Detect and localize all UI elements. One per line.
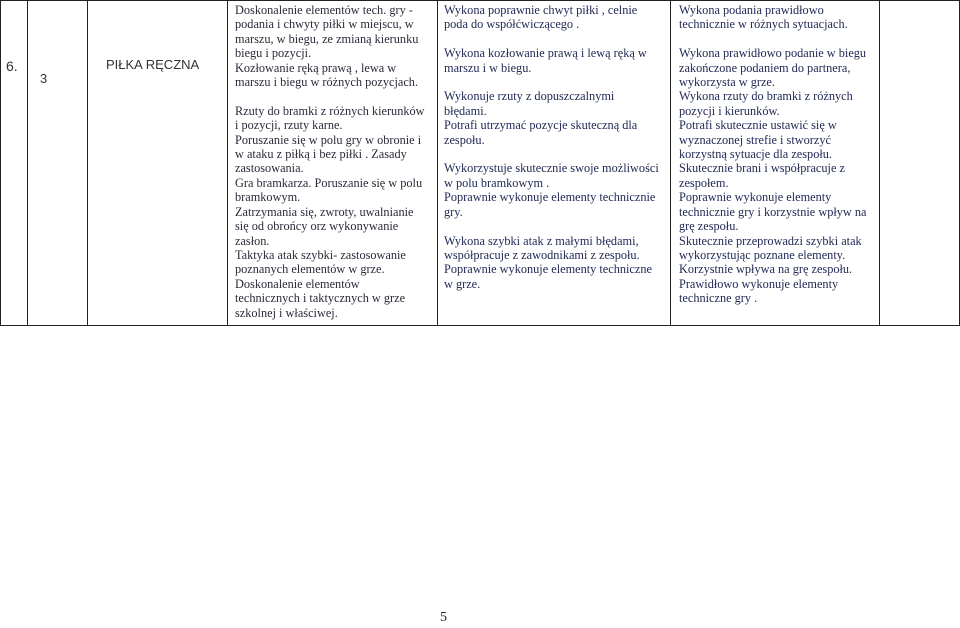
basic-line: Wykorzystuje skutecznie swoje możliwości: [444, 161, 659, 176]
content-line: poznanych elementów w grze.: [235, 262, 385, 277]
basic-line: marszu i w biegu.: [444, 60, 532, 75]
content-line: Taktyka atak szybki- zastosowanie: [235, 247, 406, 262]
basic-line: Poprawnie wykonuje elementy technicznie: [444, 190, 656, 205]
content-line: marszu i biegu w różnych pozycjach.: [235, 75, 419, 90]
row-number: 6.: [6, 58, 18, 74]
basic-line: [444, 219, 670, 233]
extended-line: korzystną sytuacje dla zespołu.: [679, 147, 832, 162]
subject-cell: [88, 1, 228, 326]
basic-line: Potrafi utrzymać pozycje skuteczną dla: [444, 118, 638, 133]
extended-line: wykorzystując poznane elementy.: [679, 247, 846, 262]
content-line: zastosowania.: [235, 161, 304, 176]
basic-line: w polu bramkowym .: [444, 175, 550, 190]
basic-line: błędami.: [444, 103, 487, 118]
content-line: [235, 89, 437, 103]
basic-line: [444, 75, 670, 89]
extended-line: grę zespołu.: [679, 219, 739, 234]
extended-line: Wykona rzuty do bramki z różnych: [679, 89, 853, 104]
extended-line: wyznaczonej strefie i stworzyć: [679, 132, 831, 147]
extended-line: zespołem.: [679, 175, 729, 190]
extended-line: wykorzysta w grze.: [679, 75, 775, 90]
extended-line: Prawidłowo wykonuje elementy: [679, 276, 839, 291]
content-line: w ataku z piłką i bez piłki . Zasady: [235, 147, 407, 162]
content-line: Rzuty do bramki z różnych kierunków: [235, 103, 425, 118]
extended-requirements-text: [679, 3, 879, 306]
extended-line: Korzystnie wpływa na grę zespołu.: [679, 262, 853, 277]
content-line: technicznych i taktycznych w grze: [235, 291, 406, 306]
basic-line: Wykona szybki atak z małymi błędami,: [444, 233, 639, 248]
basic-line: [444, 32, 670, 46]
content-line: szkolnej i właściwej.: [235, 305, 338, 320]
extended-requirements-cell: [671, 1, 880, 326]
content-line: bramkowym.: [235, 190, 301, 205]
hours-value: 3: [40, 71, 48, 86]
content-line: biegu i pozycji.: [235, 46, 312, 61]
hours-cell: [28, 1, 88, 326]
content-line: Doskonalenie elementów tech. gry -: [235, 3, 413, 17]
extended-line: technicznie w różnych sytuacjach.: [679, 17, 848, 32]
page-number: 5: [440, 610, 447, 625]
basic-line: zespołu.: [444, 132, 485, 147]
content-line: podania i chwyty piłki w miejscu, w: [235, 17, 414, 32]
basic-line: Poprawnie wykonuje elementy techniczne: [444, 262, 652, 277]
extended-line: zakończone podaniem do partnera,: [679, 60, 851, 75]
extended-line: Wykona podania prawidłowo: [679, 3, 824, 17]
table-row: [1, 1, 960, 326]
extended-line: Wykona prawidłowo podanie w biegu: [679, 46, 867, 61]
content-cell: [228, 1, 438, 326]
content-line: Kozłowanie ręką prawą , lewa w: [235, 60, 397, 75]
content-line: Poruszanie się w polu gry w obronie i: [235, 132, 422, 147]
extended-line: pozycji i kierunków.: [679, 103, 780, 118]
content-line: się od obrońcy orz wykonywanie: [235, 219, 399, 234]
extended-line: [679, 32, 879, 46]
basic-line: współpracuje z zawodnikami z zespołu.: [444, 247, 640, 262]
basic-line: Wykona kozłowanie prawą i lewą ręką w: [444, 46, 647, 61]
extended-line: Skutecznie przeprowadzi szybki atak: [679, 233, 862, 248]
basic-requirements-text: [444, 3, 670, 291]
basic-line: [444, 147, 670, 161]
extended-line: Potrafi skutecznie ustawić się w: [679, 118, 837, 133]
extended-line: technicznie gry i korzystnie wpływ na: [679, 204, 867, 219]
content-text: [235, 3, 437, 320]
content-line: Zatrzymania się, zwroty, uwalnianie: [235, 204, 414, 219]
content-line: Gra bramkarza. Poruszanie się w polu: [235, 175, 423, 190]
extended-line: Skutecznie brani i współpracuje z: [679, 161, 845, 176]
extended-line: techniczne gry .: [679, 291, 758, 306]
basic-line: Wykona poprawnie chwyt piłki , celnie: [444, 3, 638, 17]
basic-requirements-cell: [438, 1, 671, 326]
empty-cell: [880, 1, 960, 326]
content-line: Doskonalenie elementów: [235, 276, 360, 291]
content-line: marszu, w biegu, ze zmianą kierunku: [235, 31, 419, 46]
basic-line: w grze.: [444, 276, 481, 291]
basic-line: poda do współćwiczącego .: [444, 17, 580, 32]
extended-line: Poprawnie wykonuje elementy: [679, 190, 832, 205]
basic-line: Wykonuje rzuty z dopuszczalnymi: [444, 89, 615, 104]
content-line: i pozycji, rzuty karne.: [235, 118, 343, 133]
basic-line: gry.: [444, 204, 463, 219]
content-line: zasłon.: [235, 233, 270, 248]
subject-name: PIŁKA RĘCZNA: [106, 57, 200, 72]
row-number-cell: [1, 1, 28, 326]
